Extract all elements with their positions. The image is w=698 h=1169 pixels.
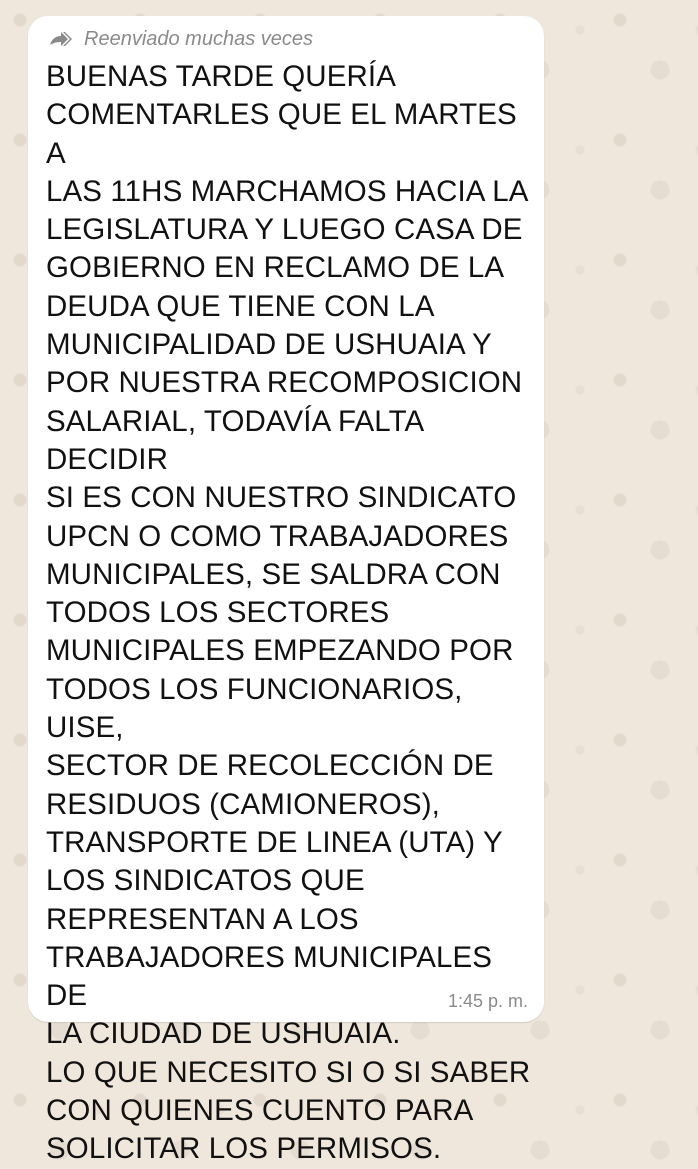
message-timestamp: 1:45 p. m.	[447, 991, 528, 1011]
message-text: BUENAS TARDE QUERÍA COMENTARLES QUE EL MARTES A LAS 11HS MARCHAMOS HACIA LA LEGISLATURA Y LUEGO CASA DE GOBIERNO EN RECLAMO DE LA DEUDA QUE TIENE CON LA MUNICIPALIDAD DE USHUAIA Y POR NUESTRA RECOMPOSICION SALARIAL, TODAVÍA FALTA DECIDIR SI ES CON NUESTRO SINDICATO UPCN O COMO TRABAJADORES MUNICIPALES, SE SALDRA CON TODOS LOS SECTORES MUNICIPALES EMPEZANDO POR TODOS LOS FUNCIONARIOS, UISE, SECTOR DE RECOLECCIÓN DE RESIDUOS (CAMIONEROS), TRANSPORTE DE LINEA (UTA) Y LOS SINDICATOS QUE REPRESENTAN A LOS TRABAJADORES MUNICIPALES DE LA CIUDAD DE USHUAIA. LO QUE NECESITO SI O SI SABER CON QUIENES CUENTO PARA SOLICITAR LOS PERMISOS.	[46, 60, 531, 1166]
forwarded-label	[48, 28, 313, 51]
double-forward-arrow-icon	[48, 30, 76, 50]
message-bubble[interactable]	[28, 16, 544, 1166]
forwarded-text: Reenviado muchas veces	[84, 28, 314, 50]
